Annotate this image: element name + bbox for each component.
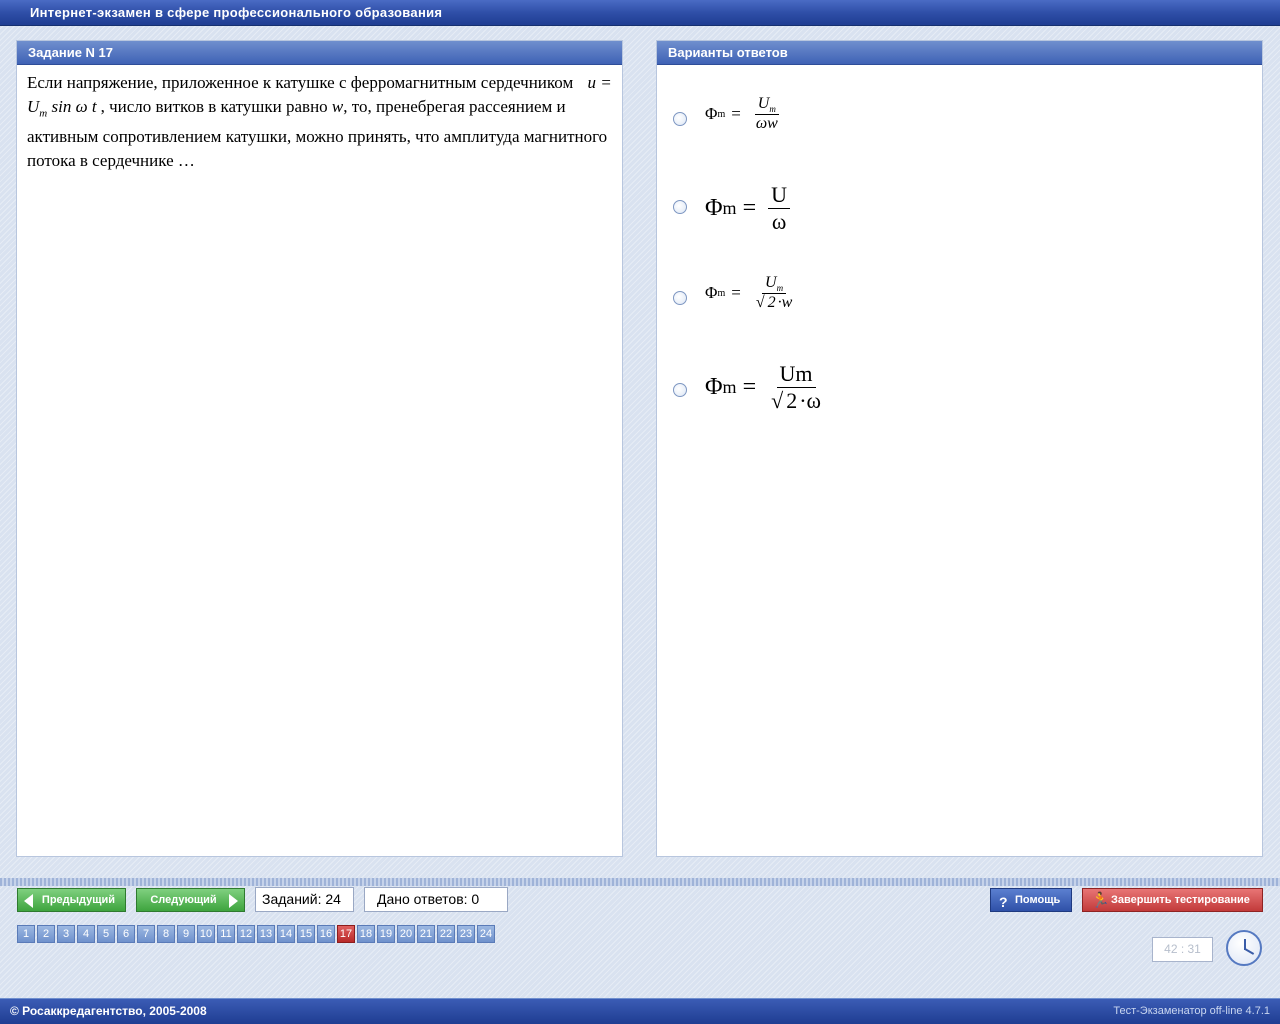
question-number-15[interactable]: 15 — [297, 925, 315, 943]
question-text-part1: Если напряжение, приложенное к катушке с ферромагнитным сердечником — [27, 73, 574, 92]
question-number-17[interactable]: 17 — [337, 925, 355, 943]
question-number-11[interactable]: 11 — [217, 925, 235, 943]
radio-button[interactable] — [673, 291, 687, 305]
question-text-part3: , то, пренебрегая рассеянием и активным сопротивлением катушки, можно принять, что амплитуда магнитного потока в сердечнике … — [27, 97, 608, 171]
radio-button[interactable] — [673, 383, 687, 397]
question-number-16[interactable]: 16 — [317, 925, 335, 943]
timer-display: 42 : 31 — [1152, 937, 1213, 962]
copyright-text: © Росаккредагентство, 2005-2008 — [10, 1004, 207, 1018]
question-number-4[interactable]: 4 — [77, 925, 95, 943]
question-number-6[interactable]: 6 — [117, 925, 135, 943]
previous-button[interactable]: Предыдущий — [17, 888, 126, 912]
footer — [0, 998, 1280, 1024]
question-number-1[interactable]: 1 — [17, 925, 35, 943]
tasks-count: Заданий: 24 — [255, 887, 354, 912]
divider-strip — [0, 878, 1280, 886]
question-number-19[interactable]: 19 — [377, 925, 395, 943]
question-number-21[interactable]: 21 — [417, 925, 435, 943]
question-number-8[interactable]: 8 — [157, 925, 175, 943]
question-number-20[interactable]: 20 — [397, 925, 415, 943]
radio-button[interactable] — [673, 112, 687, 126]
question-var: w — [331, 97, 344, 116]
radio-button[interactable] — [673, 200, 687, 214]
clock-icon — [1226, 930, 1262, 966]
arrow-left-icon — [24, 894, 33, 908]
answers-given-count: Дано ответов: 0 — [364, 887, 508, 912]
answer-formula-1: Φ m = $\frac{U_m}{\omega w}$ — [705, 95, 778, 133]
question-number-9[interactable]: 9 — [177, 925, 195, 943]
version-text: Тест-Экзаменатор off-line 4.7.1 — [1113, 1005, 1270, 1017]
answer-formula-4: Φ m = $\frac{Um}{√ 2\cdot\omega}$ — [705, 361, 821, 413]
question-text — [17, 65, 622, 179]
answer-formula-3: Φ m = $\frac{U_m}{√ 2 \cdot w}$ — [705, 274, 793, 312]
arrow-right-icon — [229, 894, 238, 908]
title-bar — [0, 0, 1280, 26]
task-header: Задание N 17 — [17, 41, 622, 65]
question-number-5[interactable]: 5 — [97, 925, 115, 943]
question-number-7[interactable]: 7 — [137, 925, 155, 943]
window-title: Интернет-экзамен в сфере профессионального образования — [30, 5, 443, 20]
running-man-icon: 🏃 — [1091, 892, 1110, 909]
answers-panel — [656, 40, 1263, 857]
answers-header: Варианты ответов — [657, 41, 1262, 65]
question-navigator — [17, 925, 497, 943]
question-number-22[interactable]: 22 — [437, 925, 455, 943]
answer-formula-2: Φ m = $\frac{U}{\omega}$ — [705, 182, 790, 235]
question-number-23[interactable]: 23 — [457, 925, 475, 943]
question-mark-icon: ? — [999, 894, 1008, 910]
question-number-12[interactable]: 12 — [237, 925, 255, 943]
question-number-2[interactable]: 2 — [37, 925, 55, 943]
question-formula: $u = U_m$ sin ω t — [27, 73, 612, 120]
question-number-3[interactable]: 3 — [57, 925, 75, 943]
task-panel — [16, 40, 623, 857]
help-button[interactable]: ? Помощь — [990, 888, 1072, 912]
question-number-24[interactable]: 24 — [477, 925, 495, 943]
finish-test-button[interactable]: 🏃 Завершить тестирование — [1082, 888, 1263, 912]
question-text-part2: , число витков в катушки равно — [100, 97, 328, 116]
question-number-14[interactable]: 14 — [277, 925, 295, 943]
next-button[interactable]: Следующий — [136, 888, 245, 912]
question-number-18[interactable]: 18 — [357, 925, 375, 943]
question-number-13[interactable]: 13 — [257, 925, 275, 943]
question-number-10[interactable]: 10 — [197, 925, 215, 943]
